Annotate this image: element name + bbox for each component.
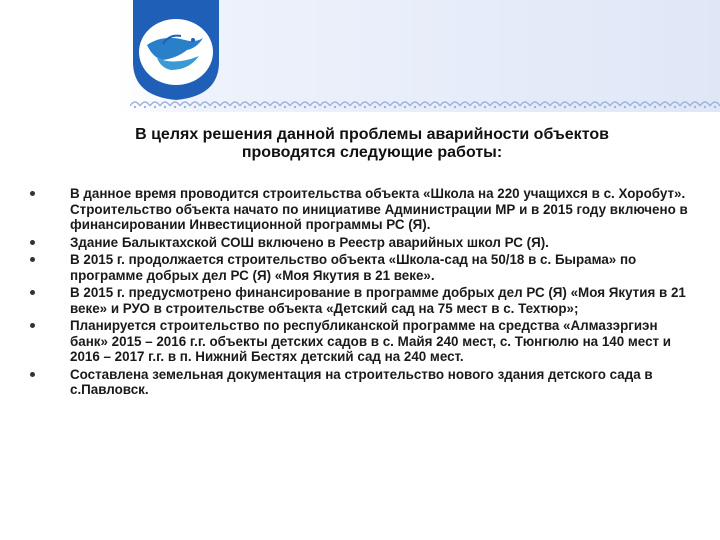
bullet-dot-icon bbox=[30, 191, 35, 196]
bullet-dot-icon bbox=[30, 323, 35, 328]
title-line-2: проводятся следующие работы: bbox=[241, 144, 503, 161]
list-item-text: В данное время проводится строительства объекта «Школа на 220 учащихся в с. Хоробут». Строительство объекта начато по инициативе Администрации МР и в 2015 году включено в финансировании Инвестиционной программы РС (Я). bbox=[70, 186, 688, 232]
bullet-dot-icon bbox=[30, 372, 35, 377]
list-item bbox=[30, 285, 690, 316]
list-item bbox=[30, 367, 690, 398]
list-item-text: Здание Балыктахской СОШ включено в Реестр аварийных школ РС (Я). bbox=[70, 234, 549, 250]
title-line-1: В целях решения данной проблемы аварийности объектов bbox=[135, 126, 609, 143]
list-item-text: Составлена земельная документация на строительство нового здания детского сада в с.Павловск. bbox=[70, 366, 653, 397]
bullet-dot-icon bbox=[30, 290, 35, 295]
bullet-dot-icon bbox=[30, 257, 35, 262]
bullet-list bbox=[30, 186, 690, 400]
list-item bbox=[30, 186, 690, 233]
list-item-text: В 2015 г. продолжается строительство объекта «Школа-сад на 50/18 в с. Бырама» по программе добрых дел РС (Я) «Моя Якутия в 21 веке». bbox=[70, 252, 637, 283]
list-item-text: Планируется строительство по республиканской программе на средства «Алмазэргиэн банк» 2015 – 2016 г.г. объекты детских садов в с. Майя 240 мест, с. Тюнгюлю на 140 мест и 2016 – 2017 г.г. в п. Нижний Бестях детский сад на 240 мест. bbox=[70, 318, 672, 364]
list-item-text: В 2015 г. предусмотрено финансирование в программе добрых дел РС (Я) «Моя Якутия в 21 веке» и РУО в строительстве объекта «Детский сад на 75 мест в с. Техтюр»; bbox=[70, 285, 686, 316]
list-item bbox=[30, 252, 690, 283]
list-item bbox=[30, 318, 690, 365]
bullet-dot-icon bbox=[30, 240, 35, 245]
slide-title bbox=[72, 126, 672, 162]
list-item bbox=[30, 235, 690, 251]
